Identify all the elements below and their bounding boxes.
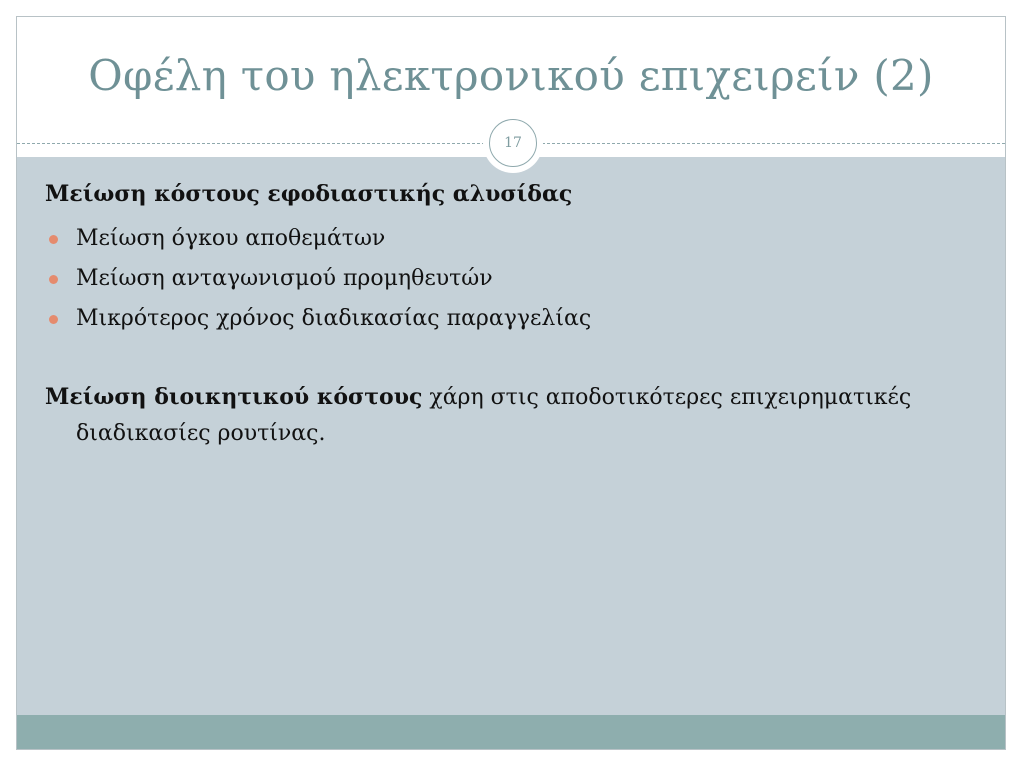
bullet-dot-icon: [49, 315, 58, 324]
admin-cost-paragraph: [45, 379, 975, 452]
slide: [16, 16, 1006, 750]
list-item-text: Μείωση ανταγωνισμού προμηθευτών: [76, 266, 493, 291]
list-item: [45, 259, 975, 299]
admin-cost-text: χάρη στις αποδοτικότερες επιχειρηματικές διαδικασίες ρουτίνας.: [76, 385, 912, 446]
bullet-list: [45, 219, 975, 339]
list-item: [45, 219, 975, 259]
footer-band: [17, 715, 1005, 749]
list-item-text: Μικρότερος χρόνος διαδικασίας παραγγελίας: [76, 306, 592, 331]
list-item-text: Μείωση όγκου αποθεμάτων: [76, 226, 386, 251]
slide-number: 17: [489, 119, 537, 167]
admin-cost-heading: Μείωση διοικητικού κόστους: [45, 384, 423, 410]
bullet-dot-icon: [49, 275, 58, 284]
bullet-dot-icon: [49, 235, 58, 244]
slide-title: Οφέλη του ηλεκτρονικού επιχειρείν (2): [88, 51, 934, 100]
list-item: [45, 299, 975, 339]
slide-content: [45, 177, 975, 452]
section-heading-supply-chain: Μείωση κόστους εφοδιαστικής αλυσίδας: [45, 181, 573, 207]
